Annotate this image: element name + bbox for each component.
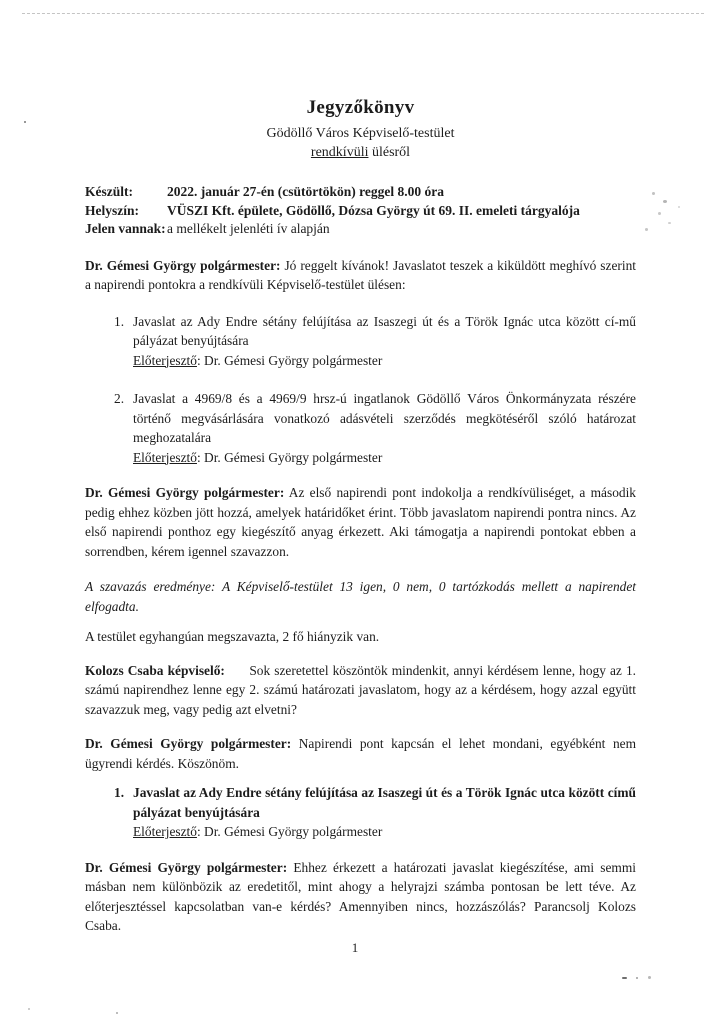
agenda-item-2 [85,389,636,467]
note-line: A testület egyhangúan megszavazta, 2 fő hiányzik van. [85,629,380,644]
document-content [85,0,636,936]
agenda-item-text: Javaslat az Ady Endre sétány felújítása az Isaszegi út és a Török Ignác utca között cí-mű pályázat benyújtására [133,313,636,348]
presenter-label: Előterjesztő [133,352,197,368]
agenda-item-text: Javaslat a 4969/8 és a 4969/9 hrsz-ú ingatlanok Gödöllő Város Önkormányzata részére történő megvásárlására vonatkozó adásvételi szerződés megkötéséről szóló határozat meghozatalára [133,391,636,445]
speech-text: Sok szeretettel köszöntök mindenkit, annyi kérdésem lenne, hogy az 1. számú napirendhez lenne egy 2. számú határozati javaslatom, hogy az a kérdésem, hogy azzal együtt szavazzuk meg, vagy pedig azt elvetni? [85,662,636,717]
agenda-item-number: 1. [114,313,125,329]
meeting-type-underlined: rendkívüli [310,145,369,160]
presenter-name: : Dr. Gémesi György polgármester [196,352,383,368]
speech-text: Napirendi pont kapcsán el lehet mondani, egyébként nem ügyrendi kérdés. Köszönöm. [85,736,636,771]
scan-artifact [663,200,667,203]
meeting-type-line [85,145,636,161]
speaker-name: Dr. Gémesi György polgármester: [85,859,288,875]
meta-row-jelen-vannak [85,220,636,239]
scan-artifact [645,228,648,231]
agenda-item-body [133,312,636,371]
agenda-item-1 [85,312,636,371]
speaker-name: Dr. Gémesi György polgármester: [85,485,285,500]
presenter-line [133,351,636,371]
speaker-name: Dr. Gémesi György polgármester: [85,736,292,751]
presenter-label: Előterjesztő [133,449,197,465]
page-number: 1 [351,940,359,955]
agenda-item-number: 1. [114,785,125,800]
paragraph-mayor-agenda-vote [85,483,636,561]
meta-label: Készült: [85,184,133,199]
scan-artifact [652,192,655,195]
speech-text: Jó reggelt kívánok! Javaslatot teszek a kiküldött meghívó szerint a napirendi pontokra a rendkívüli Képviselő-testület ülésen: [85,257,636,292]
presenter-name: : Dr. Gémesi György polgármester [196,449,383,465]
meta-block [85,183,636,239]
speech-text: Ehhez érkezett a határozati javaslat kiegészítése, ami semmi másban nem különbözik az eredetitől, mint ahogy a helyrajzi számba pontosan be lett téve. Az előterjesztéssel kapcsolatban van-e kérdés? Amennyiben nincs, hozzászólás? Parancsolj Kolozs Csaba. [85,859,636,933]
paragraph-mayor-reply [85,734,636,773]
agenda-item-title: Javaslat az Ady Endre sétány felújítása az Isaszegi út és a Török Ignác utca között című pályázat benyújtására [133,785,636,820]
scan-artifact [622,977,627,979]
meeting-type-rest: ülésről [368,145,411,160]
meta-value: a mellékelt jelenléti ív alapján [167,221,330,236]
agenda-item-1-detail-heading [85,783,636,842]
meta-row-helyszin [85,202,636,221]
meta-row-keszult [85,183,636,202]
agenda-item-body [133,389,636,467]
scan-artifact [24,121,26,123]
speaker-name: Kolozs Csaba képviselő: [85,662,225,678]
presenter-name: : Dr. Gémesi György polgármester [196,824,383,839]
scan-artifact [636,977,638,979]
scan-artifact [668,222,671,224]
paragraph-kolozs-question [85,661,636,720]
meta-label: Jelen vannak: [85,221,166,236]
meta-value: 2022. január 27-én (csütörtökön) reggel 8.00 óra [167,184,444,199]
meta-label: Helyszín: [85,202,139,218]
scan-artifact [116,1012,118,1014]
presenter-label: Előterjesztő [133,824,197,839]
scan-artifact [678,206,680,208]
presenter-line [133,448,636,468]
speaker-name: Dr. Gémesi György polgármester: [85,257,281,273]
agenda-item-number: 2. [114,391,125,406]
speech-text: Az első napirendi pont indokolja a rendkívüliséget, a második pedig ehhez közben jött hozzá, amelyek határidőket érint. Több javaslatom napirendi pontra nincs. Az első napirendi ponthoz egy kiegészítő anyag érkezett. Aki támogatja a napirendi pontokat ebben a sorrendben, kérem igennel szavazzon. [85,485,636,559]
vote-result-line: A szavazás eredménye: A Képviselő-testület 13 igen, 0 nem, 0 tartózkodás mellett a napirendet elfogadta. [85,579,636,614]
meta-value: VÜSZI Kft. épülete, Gödöllő, Dózsa György út 69. II. emeleti tárgyalója [167,202,580,218]
paragraph-mayor-amendment [85,858,636,936]
presenter-line [133,822,636,842]
document-title: Jegyzőkönyv [306,97,415,118]
scan-artifact [658,212,661,215]
agenda-item-body [133,783,636,842]
document-subtitle: Gödöllő Város Képviselő-testület [266,126,455,141]
paragraph-mayor-opening [85,256,636,295]
scan-artifact [28,1008,30,1010]
scan-artifact [648,976,651,979]
